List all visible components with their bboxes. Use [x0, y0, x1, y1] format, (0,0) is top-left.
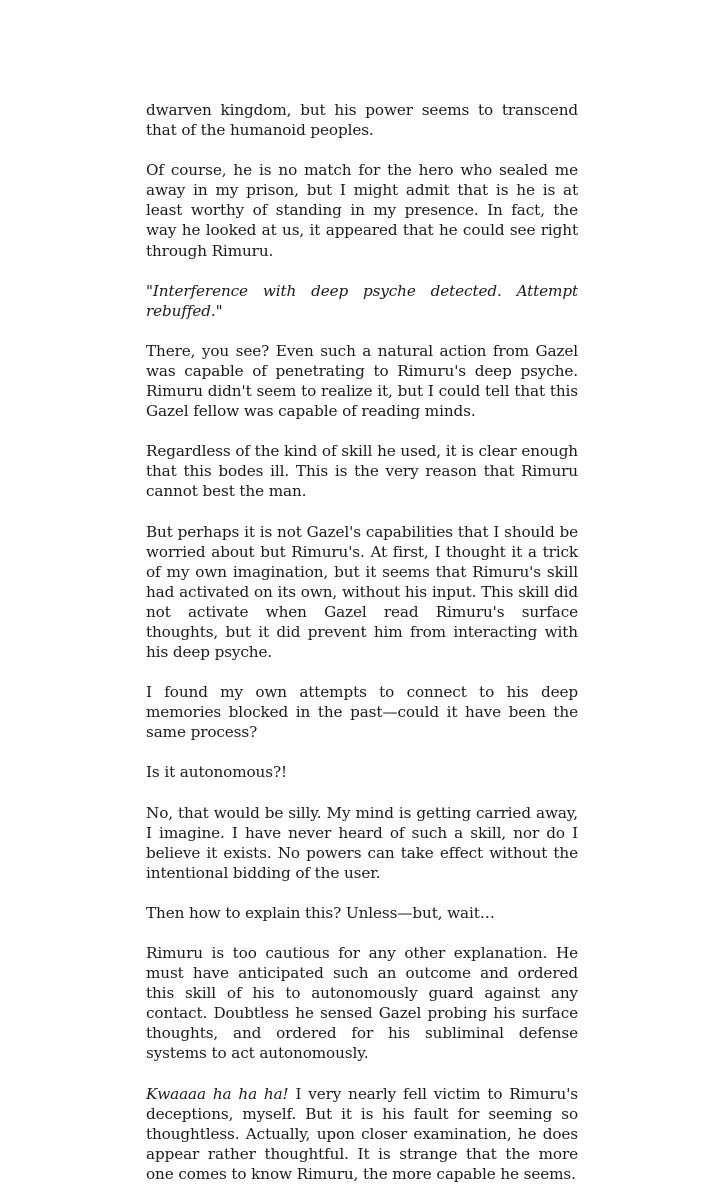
- paragraph-with-italic-lead: [146, 1084, 578, 1184]
- italic-lead: Kwaaaa ha ha ha!: [146, 1084, 289, 1103]
- paragraph: Is it autonomous?!: [146, 763, 287, 782]
- paragraph: Rimuru is too cautious for any other explanation. He must have anticipated such an outcome and ordered this skill of his to autonomously guard against any contact. Doubtless he sensed Gazel probing his surface thoughts, and ordered for his subliminal defense systems to act autonomously.: [146, 944, 578, 1063]
- paragraph: Then how to explain this? Unless—but, wait…: [146, 903, 495, 922]
- paragraph: Regardless of the kind of skill he used, it is clear enough that this bodes ill. This is the very reason that Rimuru cannot best the man.: [146, 442, 578, 501]
- italic-quote: "Interference with deep psyche detected. Attempt rebuffed.": [146, 281, 578, 320]
- paragraph: But perhaps it is not Gazel's capabilities that I should be worried about but Rimuru's. At first, I thought it a trick of my own imagination, but it seems that Rimuru's skill had activated on its own, without his input. This skill did not activate when Gazel read Rimuru's surface thoughts, but it did prevent him from interacting with his deep psyche.: [146, 522, 578, 662]
- paragraph: dwarven kingdom, but his power seems to transcend that of the humanoid peoples.: [146, 101, 578, 140]
- paragraph: I found my own attempts to connect to his deep memories blocked in the past—could it have been the same process?: [146, 683, 578, 742]
- document-page: [146, 100, 578, 1204]
- paragraph: Of course, he is no match for the hero who sealed me away in my prison, but I might admit that is he is at least worthy of standing in my presence. In fact, the way he looked at us, it appeared that he could see right through Rimuru.: [146, 161, 578, 260]
- paragraph: No, that would be silly. My mind is getting carried away, I imagine. I have never heard of such a skill, nor do I believe it exists. No powers can take effect without the intentional bidding of the user.: [146, 803, 578, 882]
- paragraph: There, you see? Even such a natural action from Gazel was capable of penetrating to Rimuru's deep psyche. Rimuru didn't seem to realize it, but I could tell that this Gazel fellow was capable of reading minds.: [146, 341, 578, 421]
- paragraph-text: I very nearly fell victim to Rimuru's deceptions, myself. But it is his fault for seeming so thoughtless. Actually, upon closer examination, he does appear rather thoughtful. It is strange that the more one comes to know Rimuru, the more capable he seems.: [146, 1084, 578, 1183]
